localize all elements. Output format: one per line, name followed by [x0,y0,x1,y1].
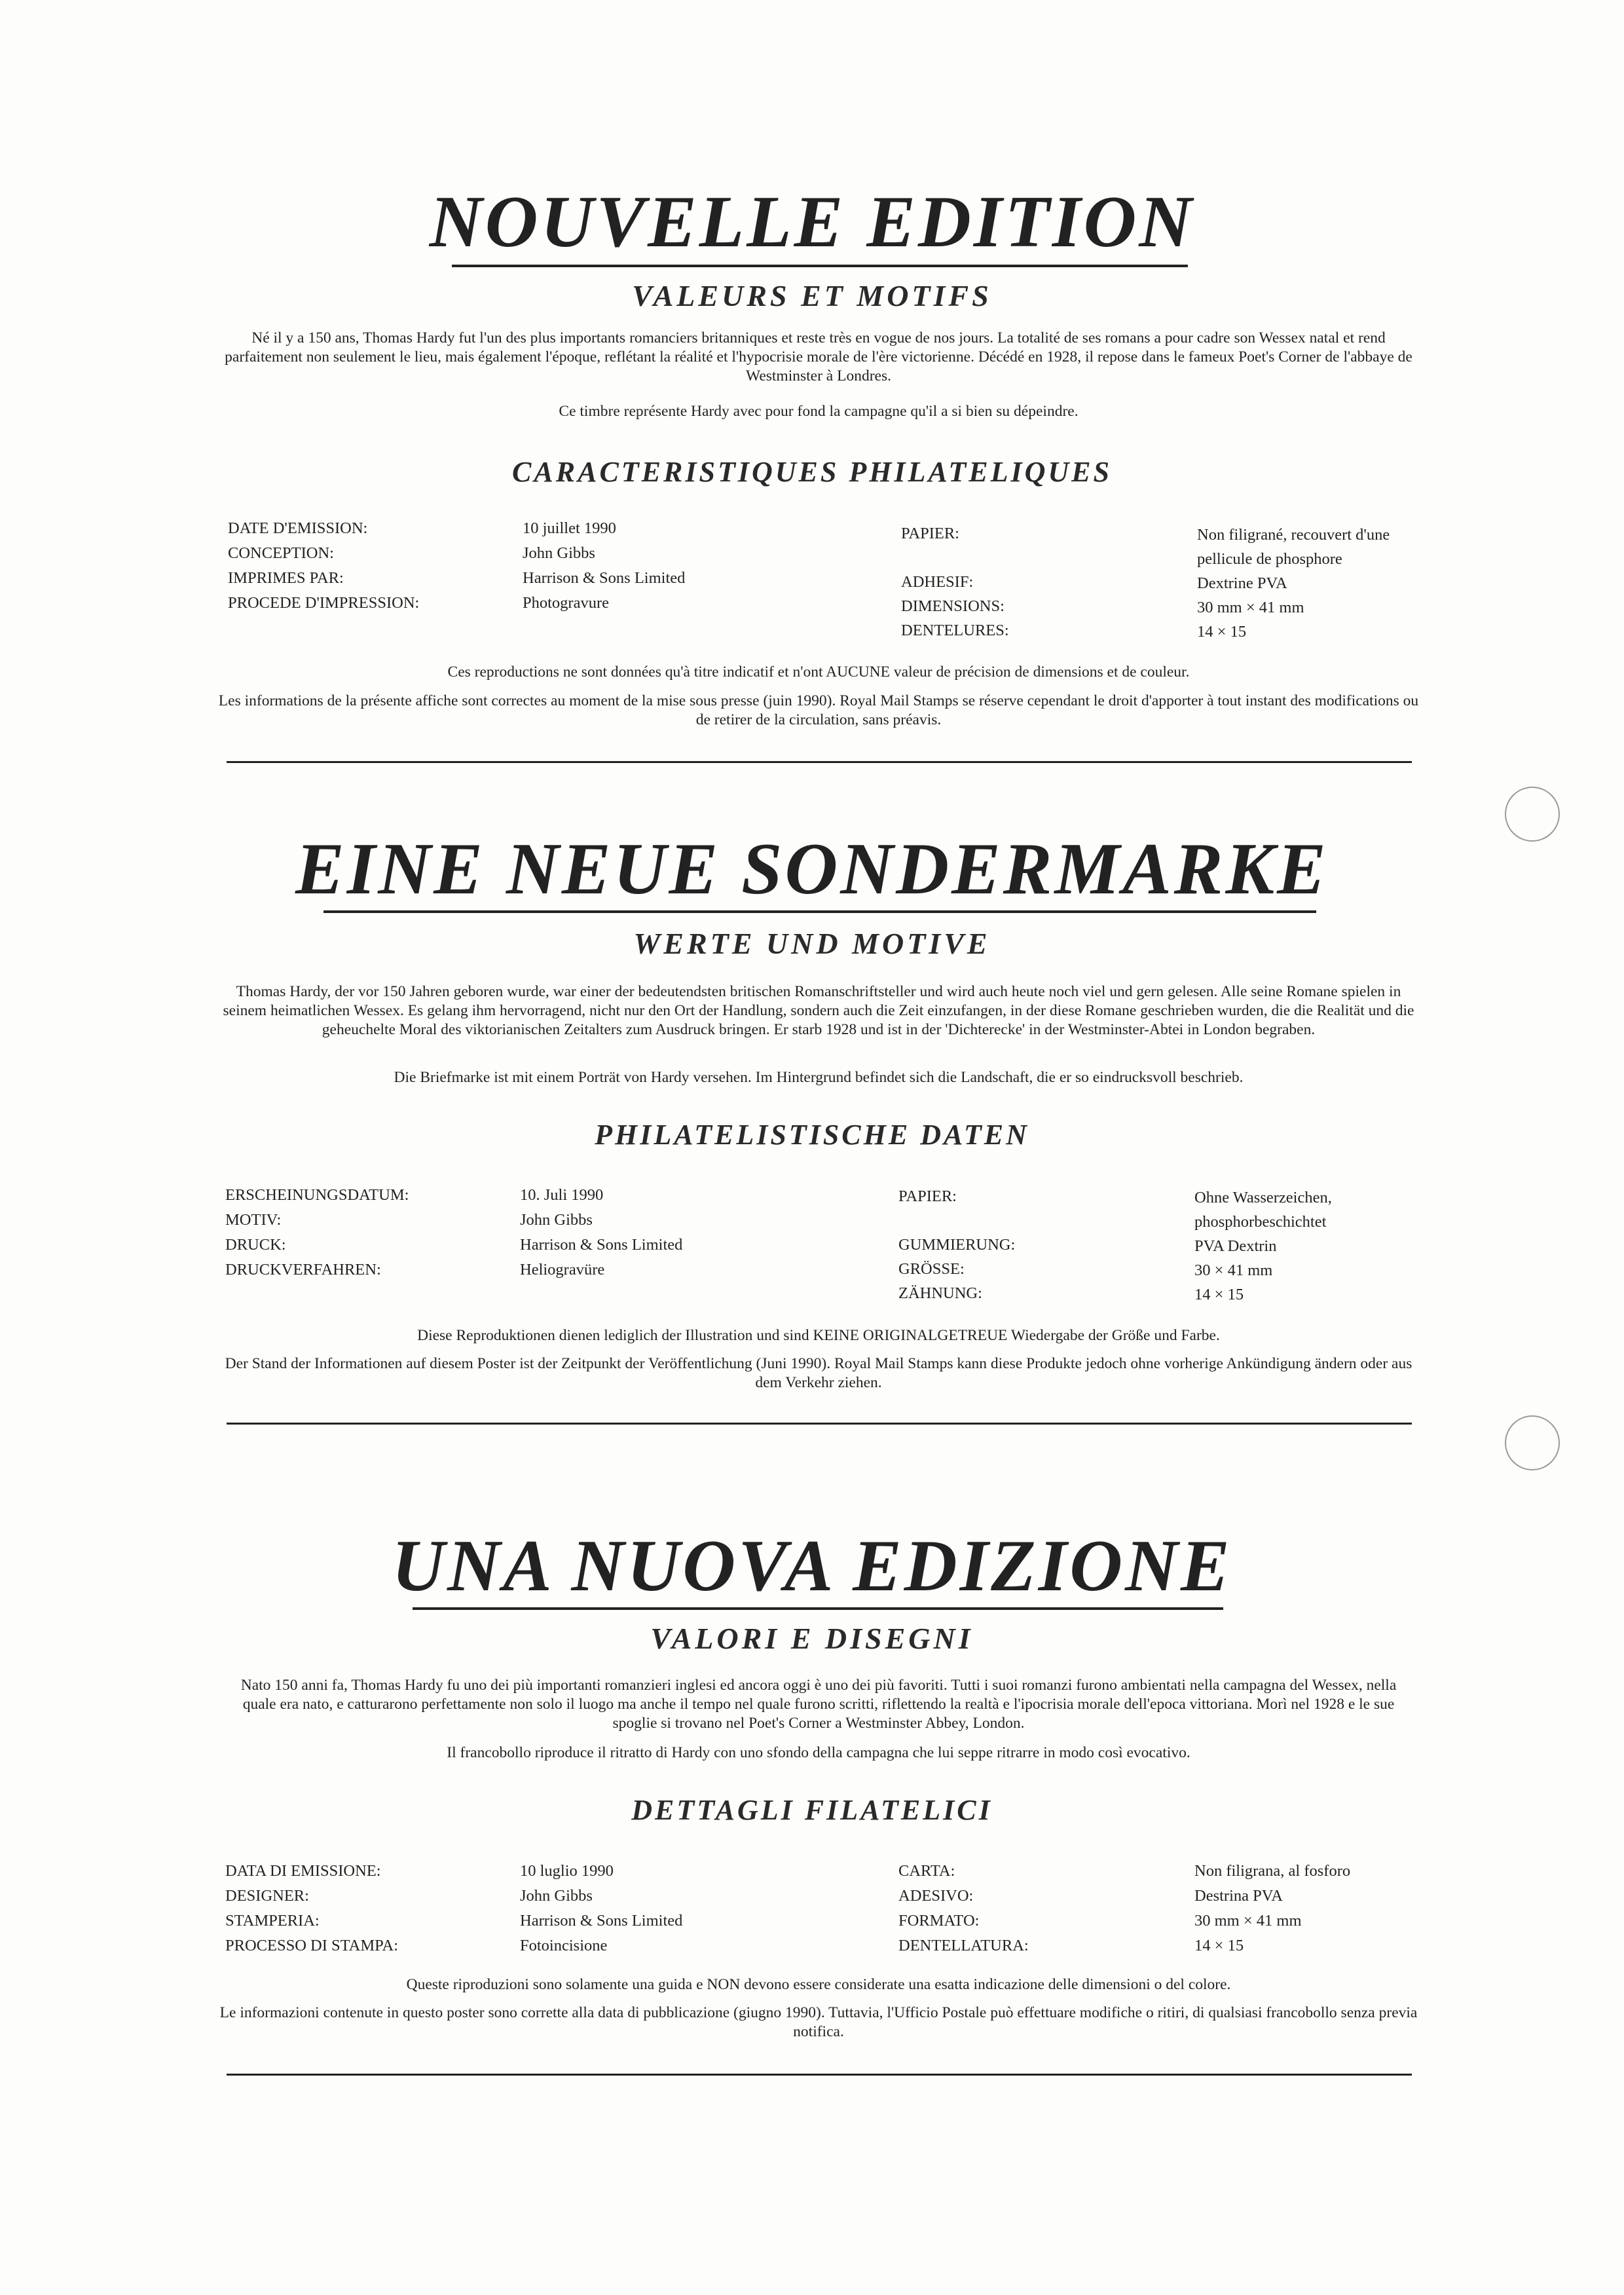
spec-label: STAMPERIA: [225,1912,320,1930]
spec-label: PROCEDE D'IMPRESSION: [228,594,420,612]
spec-label: DESIGNER: [225,1887,309,1905]
section-subtitle: VALORI E DISEGNI [650,1622,974,1655]
spec-left-labels [225,1859,398,1958]
information-note: Der Stand der Informationen auf diesem Poster ist der Zeitpunkt der Veröffentlichung (Juni 1990). Royal Mail Stamps kann diese Produkte jedoch ohne vorherige Ankündigung ändern oder aus dem Verkehr ziehen. [225,1355,1412,1391]
spec-value: Photogravure [523,594,609,612]
spec-value: 14 × 15 [1194,1286,1244,1303]
section-title: EINE NEUE SONDERMARKE [295,829,1329,910]
spec-label: GUMMIERUNG: [898,1236,1016,1254]
spec-value: phosphorbeschichtet [1194,1213,1327,1231]
stamp-description: Die Briefmarke ist mit einem Porträt von Hardy versehen. Im Hintergrund befindet sich die Landschaft, die er so eindrucksvoll beschrieb. [394,1069,1244,1086]
spec-label: ZÄHNUNG: [898,1284,982,1302]
spec-value: Ohne Wasserzeichen, [1194,1189,1332,1206]
spec-label: PAPIER: [901,525,959,542]
spec-value: Harrison & Sons Limited [520,1236,683,1254]
spec-label: ADHESIF: [901,573,974,591]
information-note: Les informations de la présente affiche sont correctes au moment de la mise sous presse (juin 1990). Royal Mail Stamps se réserve cependant le droit d'apporter à tout instant des modifications ou de retirer de la circulation, sans préavis. [218,692,1419,728]
spec-value: Dextrine PVA [1197,574,1287,592]
intro-paragraph: Thomas Hardy, der vor 150 Jahren geboren wurde, war einer der bedeutendsten britischen Romanschriftsteller und wird auch heute noch viel und gern gelesen. Alle seine Romane spielen in seinem heimatlichen Wessex. Es gelang ihm hervorragend, nicht nur den Ort der Handlung, sondern auch die Zeit einzufangen, in der diese Romane geschrieben wurden, die die Realität und die geheuchelte Moral des viktorianischen Zeitalters zum Ausdruck bringen. Er starb 1928 und ist in der 'Dichterecke' in der Westminster-Abtei in London begraben. [223,983,1414,1038]
spec-value: Heliogravüre [520,1261,605,1278]
spec-label: GRÖSSE: [898,1260,965,1278]
intro-paragraph: Nato 150 anni fa, Thomas Hardy fu uno dei più importanti romanzieri inglesi ed ancora oggi è uno dei più favoriti. Tutti i suoi romanzi furono ambientati nella campagna del Wessex, nella quale era nato, e catturarono perfettamente non solo il luogo ma anche il tempo nel quale furono scritti, riflettendo la realtà e l'ipocrisia morale dell'epoca vittoriana. Morì nel 1928 e le sue spoglie si trovano nel Poet's Corner a Westminster Abbey, London. [240,1677,1397,1732]
spec-value: 14 × 15 [1197,623,1247,641]
disclaimer-note: Diese Reproduktionen dienen lediglich der Illustration und sind KEINE ORIGINALGETREUE Wiedergabe der Größe und Farbe. [417,1327,1220,1344]
spec-value: Harrison & Sons Limited [523,569,686,587]
spec-value: PVA Dextrin [1194,1237,1277,1255]
spec-value: 10 juillet 1990 [523,519,616,537]
spec-label: IMPRIMES PAR: [228,569,344,587]
spec-label: DIMENSIONS: [901,597,1005,615]
spec-label: DENTELURES: [901,622,1009,639]
spec-right-values [1194,1859,1350,1958]
spec-label: PAPIER: [898,1187,957,1205]
spec-label: MOTIV: [225,1211,282,1229]
section-divider [227,2074,1412,2076]
spec-label: DATE D'EMISSION: [228,519,368,537]
section-subtitle: VALEURS ET MOTIFS [632,279,992,312]
section-title: NOUVELLE EDITION [429,181,1195,263]
title-underline [413,1607,1223,1610]
spec-label: FORMATO: [898,1912,980,1930]
disclaimer-note: Queste riproduzioni sono solamente una guida e NON devono essere considerate una esatta indicazione delle dimensioni o del colore. [406,1976,1231,1993]
details-heading: PHILATELISTISCHE DATEN [595,1119,1029,1151]
spec-value: John Gibbs [523,544,595,562]
spec-value: Non filigrané, recouvert d'une [1197,526,1390,544]
spec-label: PROCESSO DI STAMPA: [225,1937,398,1954]
spec-right-labels [898,1859,1029,1958]
spec-label: CARTA: [898,1862,955,1880]
spec-label: DRUCKVERFAHREN: [225,1261,381,1278]
spec-value: 10 luglio 1990 [520,1862,614,1880]
stamp-description: Il francobollo riproduce il ritratto di Hardy con uno sfondo della campagna che lui seppe ritrarre in modo così evocativo. [447,1744,1190,1761]
section-subtitle: WERTE UND MOTIVE [633,927,991,960]
information-note: Le informazioni contenute in questo poster sono corrette alla data di pubblicazione (giugno 1990). Tuttavia, l'Ufficio Postale può effettuare modifiche o ritiri, di qualsiasi francobollo senza previa notifica. [219,2004,1418,2040]
intro-paragraph: Né il y a 150 ans, Thomas Hardy fut l'un des plus importants romanciers britanniques et reste très en vogue de nos jours. La totalité de ses romans a pour cadre son Wessex natal et rend parfaitement non seulement le lieu, mais également l'époque, reflétant la réalité et l'hypocrisie morale de l'ère victorienne. Décédé en 1928, il repose dans le fameux Poet's Corner de l'abbaye de Westminster à Londres. [225,329,1412,384]
spec-label: DENTELLATURA: [898,1937,1029,1954]
spec-left-values [520,1859,682,1958]
spec-value: John Gibbs [520,1211,593,1229]
stamp-description: Ce timbre représente Hardy avec pour fond la campagne qu'il a si bien su dépeindre. [559,403,1079,420]
spec-label: DATA DI EMISSIONE: [225,1862,381,1880]
details-heading: CARACTERISTIQUES PHILATELIQUES [512,456,1112,488]
details-heading: DETTAGLI FILATELICI [631,1794,993,1826]
disclaimer-note: Ces reproductions ne sont données qu'à titre indicatif et n'ont AUCUNE valeur de précision de dimensions et de couleur. [447,663,1190,681]
spec-value: pellicule de phosphore [1197,550,1342,568]
spec-value: Fotoincisione [520,1937,608,1954]
spec-value: 10. Juli 1990 [520,1186,604,1204]
spec-label: ERSCHEINUNGSDATUM: [225,1186,409,1204]
spec-label: CONCEPTION: [228,544,334,562]
spec-value: 30 mm × 41 mm [1194,1912,1302,1930]
section-title: UNA NUOVA EDIZIONE [392,1525,1232,1607]
spec-value: 30 mm × 41 mm [1197,599,1304,616]
spec-value: 30 × 41 mm [1194,1261,1273,1279]
spec-value: 14 × 15 [1194,1937,1244,1954]
spec-value: John Gibbs [520,1887,593,1905]
spec-value: Non filigrana, al fosforo [1194,1862,1351,1880]
spec-value: Harrison & Sons Limited [520,1912,683,1930]
spec-label: ADESIVO: [898,1887,974,1905]
spec-label: DRUCK: [225,1236,286,1254]
spec-value: Destrina PVA [1194,1887,1283,1905]
